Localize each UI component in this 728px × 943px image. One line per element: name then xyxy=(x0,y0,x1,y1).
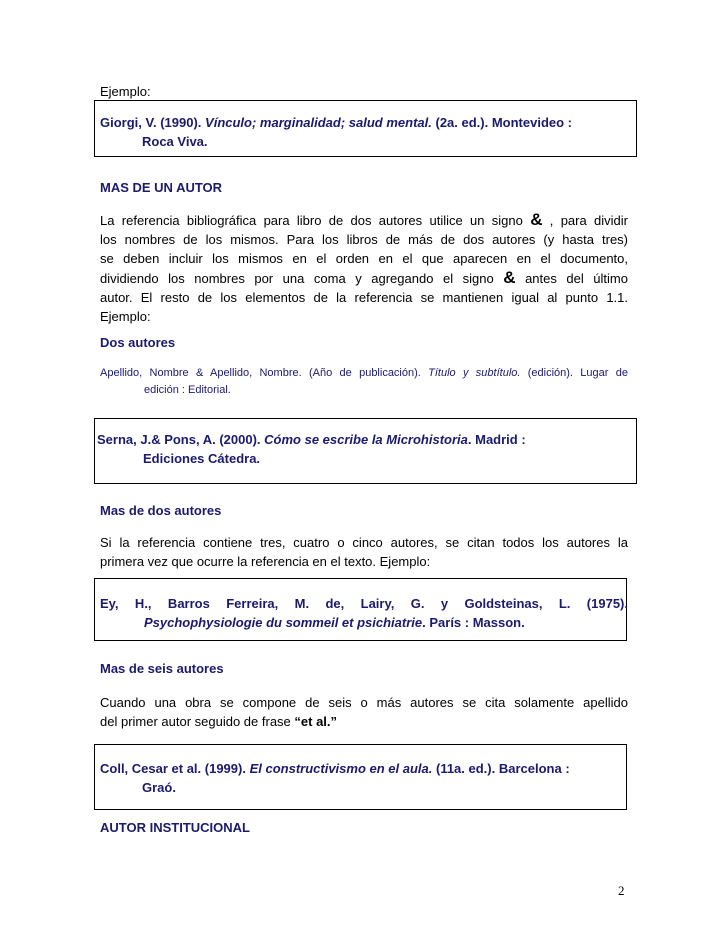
ampersand-glyph: & xyxy=(530,210,543,229)
paragraph-line xyxy=(100,268,628,288)
format-line xyxy=(100,365,628,382)
reference-publisher: Graó. xyxy=(142,780,176,795)
more-authors-paragraph xyxy=(100,533,628,571)
section-heading-multi-author: MAS DE UN AUTOR xyxy=(100,180,223,195)
paragraph-line xyxy=(100,712,628,731)
paragraph-line: se deben incluir los mismos en el orden en el que aparecen en el documento, xyxy=(100,251,628,266)
text-span: antes del último xyxy=(525,271,628,286)
text-span: del primer autor seguido de frase xyxy=(100,714,291,729)
text-span: La referencia bibliográfica para libro de dos autores utilice un signo xyxy=(100,213,523,228)
et-al-phrase: “et al.” xyxy=(294,714,338,729)
reference-coll xyxy=(100,759,628,797)
ampersand-glyph: & xyxy=(503,268,516,287)
section-heading-more-than-two: Mas de dos autores xyxy=(100,503,222,518)
paragraph-line: autor. El resto de los elementos de la referencia se mantienen igual al punto 1.1. xyxy=(100,290,628,305)
example-label: Ejemplo: xyxy=(100,84,151,99)
reference-authors: Ey, H., Barros Ferreira, M. de, Lairy, G. y Goldsteinas, L. (1975). xyxy=(100,596,628,611)
reference-authors: Coll, Cesar et al. (1999). xyxy=(100,761,246,776)
paragraph-line: primera vez que ocurre la referencia en el texto. Ejemplo: xyxy=(100,554,431,569)
text-span: los nombres de los mismos xyxy=(100,232,275,247)
reference-title: El constructivismo en el aula. xyxy=(249,761,433,776)
section-heading-institutional: AUTOR INSTITUCIONAL xyxy=(100,820,250,835)
format-line: edición : Editorial. xyxy=(144,384,231,396)
reference-authors: Giorgi, V. (1990). xyxy=(100,115,202,130)
reference-ey xyxy=(100,594,628,632)
text-span: . Para los libros de más de dos autores (y hasta tres) xyxy=(275,232,629,247)
text-span: Apellido, Nombre & Apellido, Nombre. (Año de publicación). xyxy=(100,367,421,379)
reference-title: Vínculo; marginalidad; salud mental. xyxy=(205,115,432,130)
reference-title-line xyxy=(100,613,628,632)
paragraph-line xyxy=(100,210,628,230)
text-span: Título y subtítulo. xyxy=(428,367,521,379)
text-span: dividiendo los nombres por una coma y agregando el signo xyxy=(100,271,494,286)
six-authors-paragraph xyxy=(100,693,628,731)
reference-serna xyxy=(97,430,627,468)
paragraph-line xyxy=(100,230,628,249)
format-template xyxy=(100,365,628,399)
reference-title: Psychophysiologie du sommeil et psichiatrie xyxy=(144,615,423,630)
text-span: , para dividir xyxy=(549,213,628,228)
reference-giorgi xyxy=(100,113,630,151)
paragraph-line: Cuando una obra se compone de seis o más autores se cita solamente apellido xyxy=(100,695,628,710)
reference-authors: Serna, J.& Pons, A. (2000). xyxy=(97,432,261,447)
reference-edition: (11a. ed.). Barcelona : xyxy=(435,761,570,776)
reference-publisher: Ediciones Cátedra. xyxy=(143,451,261,466)
text-span: (edición). Lugar de xyxy=(527,367,628,379)
reference-publisher: Roca Viva. xyxy=(142,134,208,149)
page-number: 2 xyxy=(618,883,625,898)
reference-place: . París : Masson. xyxy=(422,615,525,630)
section-heading-six-authors: Mas de seis autores xyxy=(100,661,224,676)
reference-title: Cómo se escribe la Microhistoria xyxy=(264,432,468,447)
paragraph-line: Si la referencia contiene tres, cuatro o cinco autores, se citan todos los autores la xyxy=(100,535,628,550)
section-heading-two-authors: Dos autores xyxy=(100,335,176,350)
reference-place: . Madrid : xyxy=(467,432,526,447)
paragraph-line: Ejemplo: xyxy=(100,309,151,324)
reference-edition: (2a. ed.). Montevideo : xyxy=(435,115,572,130)
multi-author-paragraph xyxy=(100,210,628,326)
